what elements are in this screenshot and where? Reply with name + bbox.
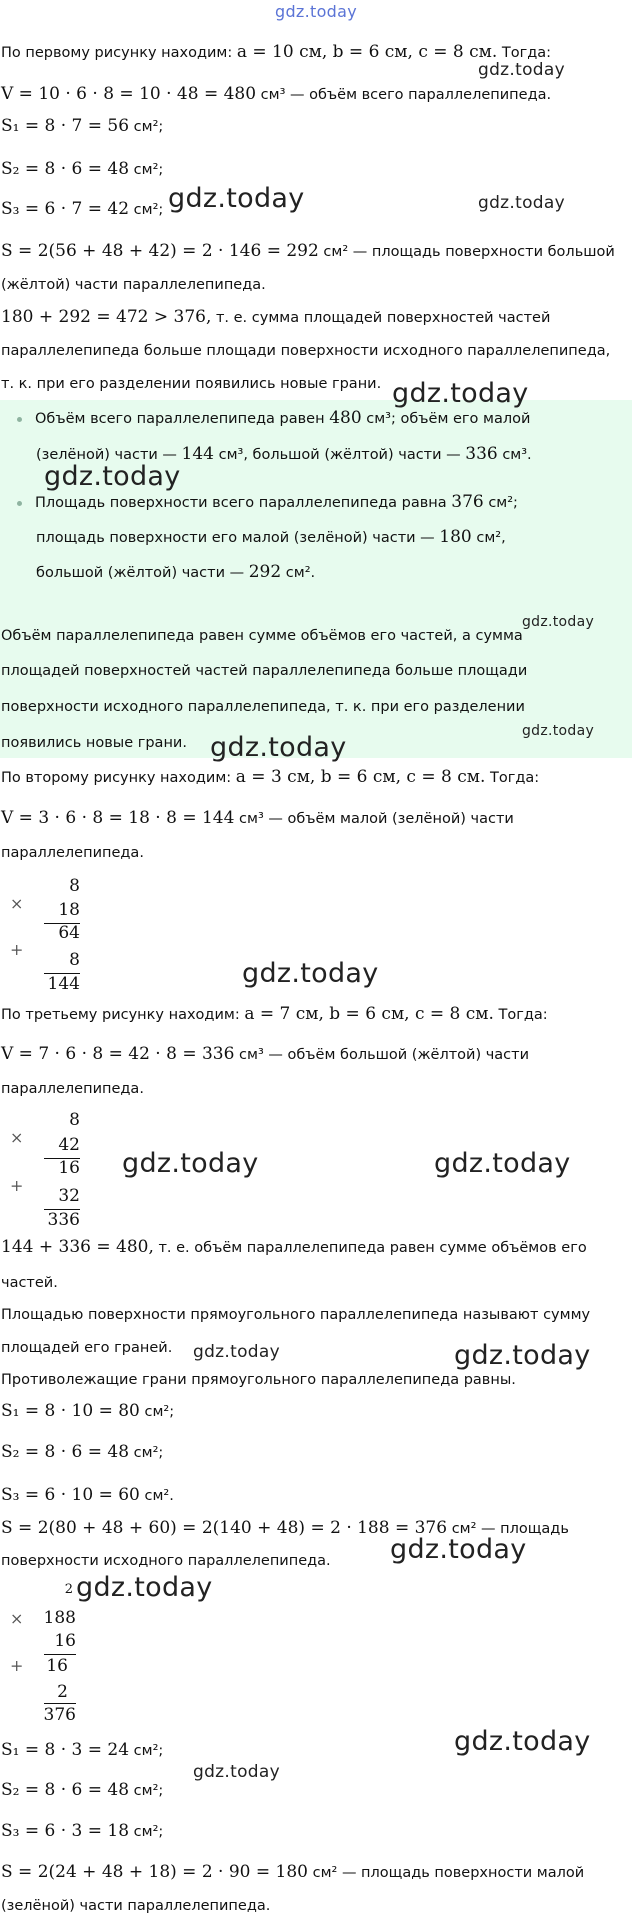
part3-column-calc: 8 42 16 32 336 — [36, 1110, 80, 1230]
part1-sum: 180 + 292 = 472 > 376, т. е. сумма площадей поверхностей частей — [1, 307, 551, 327]
watermark-text: gdz.today — [44, 461, 181, 492]
watermark-text: gdz.today — [392, 378, 529, 409]
watermark-text: gdz.today — [478, 60, 565, 80]
part3-sum-cont: частей. — [1, 1275, 58, 1291]
callout-conclusion-3: поверхности исходного параллелепипеда, т. к. при его разделении — [1, 699, 525, 715]
watermark-text: gdz.today — [478, 193, 565, 213]
part1-surface: S = 2(56 + 48 + 42) = 2 · 146 = 292 см² — площадь поверхности большой — [1, 241, 615, 261]
watermark-text: gdz.today — [522, 723, 595, 739]
part1-s1: S₁ = 8 · 7 = 56 см²; — [1, 116, 164, 136]
part4-column-calc: 2 188 16 16 2 376 — [43, 1582, 76, 1725]
part3-sum: 144 + 336 = 480, т. е. объём параллелепипеда равен сумме объёмов его — [1, 1237, 587, 1257]
watermark-text: gdz.today — [434, 1148, 571, 1179]
part3-volume-cont: параллелепипеда. — [1, 1081, 144, 1097]
part5-s2: S₂ = 8 · 6 = 48 см²; — [1, 1780, 164, 1800]
part4-s1: S₁ = 8 · 10 = 80 см²; — [1, 1401, 175, 1421]
part1-s2: S₂ = 8 · 6 = 48 см²; — [1, 159, 164, 179]
part5-surface: S = 2(24 + 48 + 18) = 2 · 90 = 180 см² — площадь поверхности малой — [1, 1862, 585, 1882]
times-sign: × — [10, 894, 24, 913]
part1-sum-cont-2: т. к. при его разделении появились новые грани. — [1, 376, 382, 392]
part5-s3: S₃ = 6 · 3 = 18 см²; — [1, 1821, 164, 1841]
watermark-text: gdz.today — [454, 1340, 591, 1371]
header-watermark: gdz.today — [275, 2, 357, 21]
callout-conclusion-1: Объём параллелепипеда равен сумме объёмов его частей, а сумма — [1, 628, 523, 644]
part4-s2: S₂ = 8 · 6 = 48 см²; — [1, 1442, 164, 1462]
plus-sign: + — [10, 1656, 24, 1675]
part4-surface-cont: поверхности исходного параллелепипеда. — [1, 1553, 331, 1569]
callout-bullet1: Объём всего параллелепипеда равен 480 см³; объём его малой — [0, 408, 628, 429]
part5-s1: S₁ = 8 · 3 = 24 см²; — [1, 1740, 164, 1760]
part1-intro: По первому рисунку находим: a = 10 см, b = 6 см, c = 8 см. Тогда: — [1, 42, 552, 62]
part1-s3: S₃ = 6 · 7 = 42 см²; — [1, 199, 164, 219]
part1-sum-cont-1: параллелепипеда больше площади поверхности исходного параллелепипеда, — [1, 343, 611, 359]
callout-bullet2: Площадь поверхности всего параллелепипеда равна 376 см²; — [0, 492, 628, 513]
watermark-text: gdz.today — [242, 958, 379, 989]
part4-surface: S = 2(80 + 48 + 60) = 2(140 + 48) = 2 · 188 = 376 см² — площадь — [1, 1518, 569, 1538]
part4-opposite-faces: Противолежащие грани прямоугольного параллелепипеда равны. — [1, 1372, 516, 1388]
callout-conclusion-2: площадей поверхностей частей параллелепипеда больше площади — [1, 663, 528, 679]
callout-bullet2-cont-1: площадь поверхности его малой (зелёной) части — 180 см², — [36, 527, 506, 547]
callout-bullet1-cont: (зелёной) части — 144 см³, большой (жёлтой) части — 336 см³. — [36, 444, 532, 464]
part3-volume: V = 7 · 6 · 8 = 42 · 8 = 336 см³ — объём большой (жёлтой) части — [1, 1044, 530, 1064]
watermark-text: gdz.today — [522, 614, 595, 630]
watermark-text: gdz.today — [76, 1572, 213, 1603]
part5-surface-cont: (зелёной) части параллелепипеда. — [1, 1898, 271, 1914]
watermark-text: gdz.today — [390, 1534, 527, 1565]
plus-sign: + — [10, 940, 24, 959]
watermark-text: gdz.today — [193, 1762, 280, 1782]
part1-volume: V = 10 · 6 · 8 = 10 · 48 = 480 см³ — объём всего параллелепипеда. — [1, 84, 552, 104]
watermark-text: gdz.today — [193, 1342, 280, 1362]
part4-definition: Площадью поверхности прямоугольного параллелепипеда называют сумму — [1, 1307, 591, 1323]
part1-surface-cont: (жёлтой) части параллелепипеда. — [1, 277, 266, 293]
part4-s3: S₃ = 6 · 10 = 60 см². — [1, 1485, 174, 1505]
times-sign: × — [10, 1609, 24, 1628]
bullet-dot — [17, 501, 22, 506]
bullet-dot — [17, 417, 22, 422]
plus-sign: + — [10, 1176, 24, 1195]
part3-intro: По третьему рисунку находим: a = 7 см, b = 6 см, c = 8 см. Тогда: — [1, 1004, 548, 1024]
callout-bullet2-cont-2: большой (жёлтой) части — 292 см². — [36, 562, 316, 582]
part4-definition-cont: площадей его граней. — [1, 1340, 173, 1356]
part2-volume: V = 3 · 6 · 8 = 18 · 8 = 144 см³ — объём малой (зелёной) части — [1, 808, 514, 828]
callout-conclusion-4: появились новые грани. — [1, 735, 187, 751]
watermark-text: gdz.today — [122, 1148, 259, 1179]
part2-column-calc: 8 18 64 8 144 — [36, 876, 80, 994]
times-sign: × — [10, 1128, 24, 1147]
watermark-text: gdz.today — [210, 732, 347, 763]
watermark-text: gdz.today — [454, 1726, 591, 1757]
watermark-text: gdz.today — [168, 183, 305, 214]
part2-volume-cont: параллелепипеда. — [1, 845, 144, 861]
part2-intro: По второму рисунку находим: a = 3 см, b = 6 см, c = 8 см. Тогда: — [1, 767, 540, 787]
